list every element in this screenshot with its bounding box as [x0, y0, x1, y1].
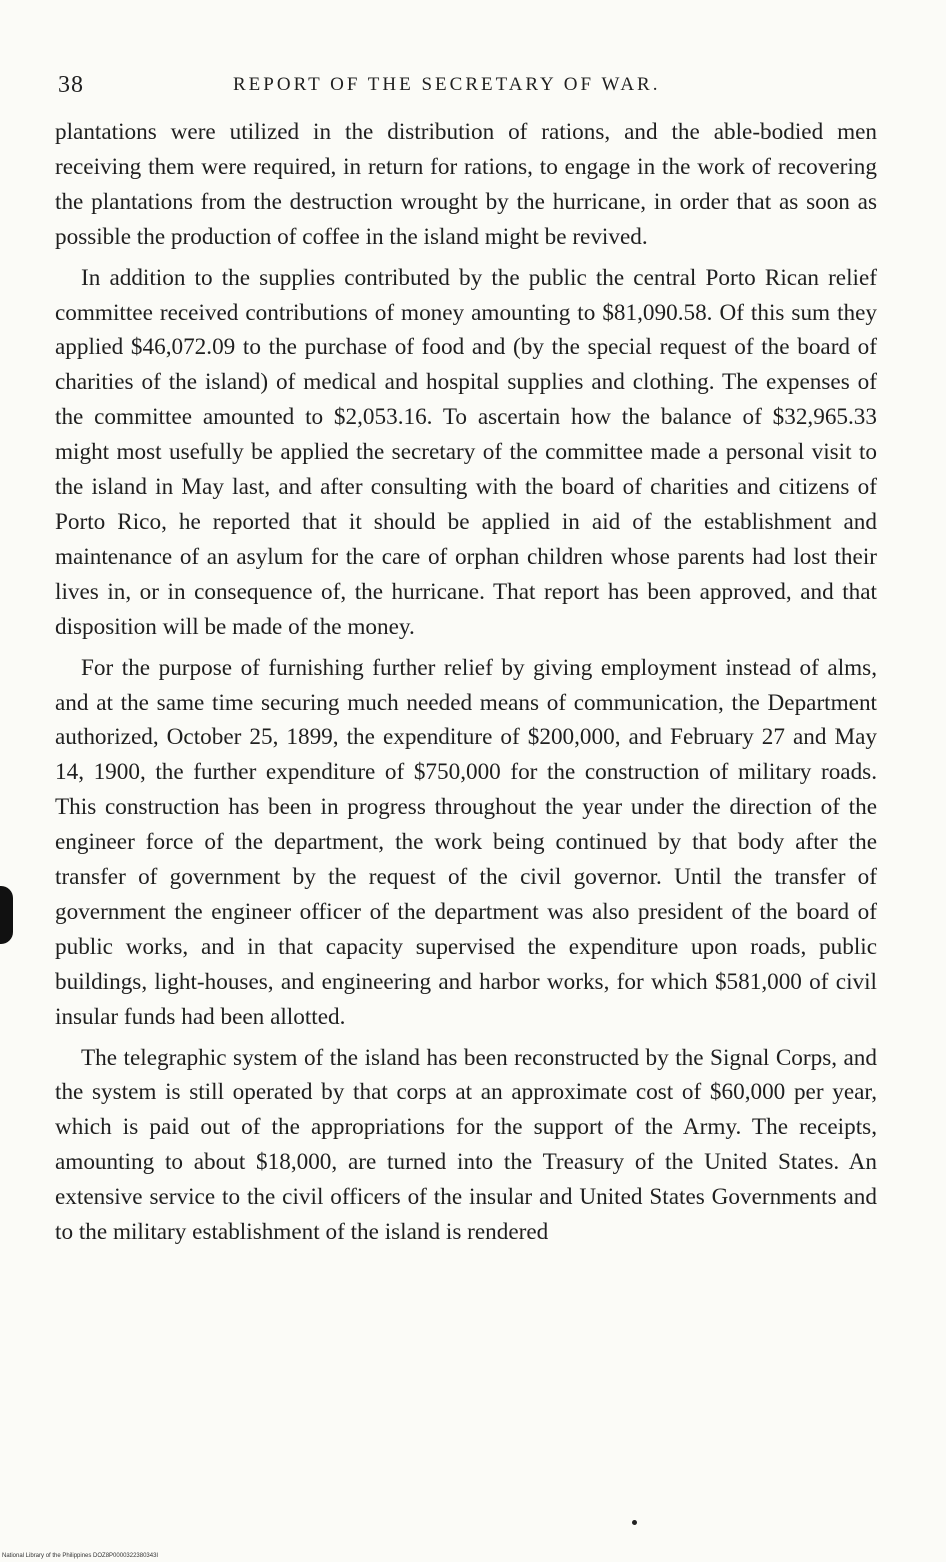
- page-header: [58, 72, 870, 104]
- ink-dot: [632, 1520, 637, 1525]
- scan-credit: National Library of the Philippines DOZ8P0000322380343I: [2, 1553, 159, 1559]
- margin-ink-blot: [0, 886, 13, 944]
- paragraph-military-roads: For the purpose of furnishing further relief by giving employment instead of alms, and at the same time securing much needed means of communication, the Department authorized, October 25, 1899, the expenditure of $200,000, and February 27 and May 14, 1900, the further expenditure of $750,000 for the construction of military roads. This construction has been in progress throughout the year under the direction of the engineer force of the department, the work being continued by that body after the transfer of government by the request of the civil governor. Until the transfer of government the engineer officer of the department was also president of the board of public works, and in that capacity supervised the expenditure upon roads, public buildings, light-houses, and engineering and harbor works, for which $581,000 of civil insular funds had been allotted.: [55, 654, 877, 1030]
- paragraph-continued: plantations were utilized in the distribution of rations, and the able-bodied men receiving them were required, in return for rations, to engage in the work of recovering the plantations from the destruction wrought by the hurricane, in order that as soon as possible the production of coffee in the island might be revived.: [55, 119, 877, 250]
- paragraph-telegraphic-system: The telegraphic system of the island has been reconstructed by the Signal Corps, and the system is still operated by that corps at an approximate cost of $60,000 per year, which is paid out of the appropriations for the support of the Army. The receipts, amounting to about $18,000, are turned into the Treasury of the United States. An extensive service to the civil officers of the insular and United States Governments and to the military establishment of the island is rendered: [55, 1044, 877, 1246]
- text-body: [55, 115, 877, 1256]
- page-number: 38: [58, 72, 84, 98]
- running-head: REPORT OF THE SECRETARY OF WAR.: [233, 74, 661, 95]
- paragraph-relief-committee: In addition to the supplies contributed by the public the central Porto Rican relief committee received contributions of money amounting to $81,090.58. Of this sum they applied $46,072.09 to the purchase of food and (by the special request of the board of charities of the island) of medical and hospital supplies and clothing. The expenses of the committee amounted to $2,053.16. To ascertain how the balance of $32,965.33 might most usefully be applied the secretary of the committee made a personal visit to the island in May last, and after consulting with the board of charities and citizens of Porto Rico, he reported that it should be applied in aid of the establishment and maintenance of an asylum for the care of orphan children whose parents had lost their lives in, or in consequence of, the hurricane. That report has been approved, and that disposition will be made of the money.: [55, 264, 877, 640]
